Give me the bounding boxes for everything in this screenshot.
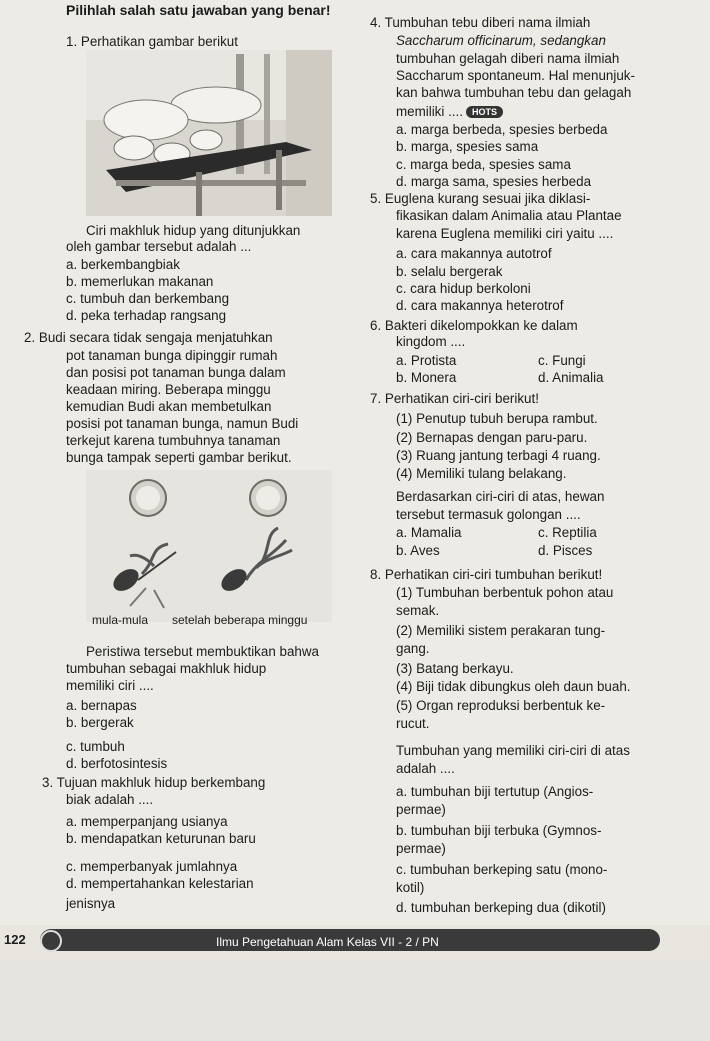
- q1-stem-line1: Ciri makhluk hidup yang ditunjukkan: [86, 223, 301, 238]
- q6-option-d[interactable]: d. Animalia: [538, 370, 604, 385]
- q2-stem-line1: Peristiwa tersebut membuktikan bahwa: [86, 644, 319, 659]
- q2-stem-line2: tumbuhan sebagai makhluk hidup: [66, 661, 267, 676]
- q1-option-b[interactable]: b. memerlukan makanan: [66, 274, 214, 289]
- q4-line2: Saccharum officinarum, sedangkan: [396, 33, 606, 48]
- q7-stem-line1: Berdasarkan ciri-ciri di atas, hewan: [396, 489, 605, 504]
- q2-line1: 2. Budi secara tidak sengaja menjatuhkan: [24, 330, 273, 345]
- q7-option-b[interactable]: b. Aves: [396, 543, 440, 558]
- q8-option-c[interactable]: c. tumbuhan berkeping satu (mono-: [396, 862, 608, 877]
- caption-after: setelah beberapa minggu: [172, 613, 308, 627]
- instruction-heading: Pilihlah salah satu jawaban yang benar!: [66, 2, 331, 18]
- q5-line2: fikasikan dalam Animalia atau Plantae: [396, 208, 622, 223]
- q8-item-3: (3) Batang berkayu.: [396, 661, 514, 676]
- q1-option-c[interactable]: c. tumbuh dan berkembang: [66, 291, 230, 306]
- q8-item-1: (1) Tumbuhan berbentuk pohon atau: [396, 585, 614, 600]
- q4-line4: Saccharum spontaneum. Hal menunjuk-: [396, 68, 635, 83]
- q3-line2: biak adalah ....: [66, 792, 154, 807]
- hots-badge: HOTS: [466, 106, 503, 118]
- page-number: 122: [4, 932, 26, 947]
- q7-stem-line2: tersebut termasuk golongan ....: [396, 507, 581, 522]
- q2-line4: keadaan miring. Beberapa minggu: [66, 382, 271, 397]
- q6-option-c[interactable]: c. Fungi: [538, 353, 586, 368]
- q5-option-a[interactable]: a. cara makannya autotrof: [396, 246, 552, 261]
- q2-line5: kemudian Budi akan membetulkan: [66, 399, 272, 414]
- q2-option-b[interactable]: b. bergerak: [66, 715, 134, 730]
- q7-item-1: (1) Penutup tubuh berupa rambut.: [396, 411, 598, 426]
- q8-item-2: (2) Memiliki sistem perakaran tung-: [396, 623, 606, 638]
- q4-line1: 4. Tumbuhan tebu diberi nama ilmiah: [370, 15, 591, 30]
- q3-option-d-cont: jenisnya: [66, 896, 116, 911]
- q4-line3: tumbuhan gelagah diberi nama ilmiah: [396, 51, 620, 66]
- tilted-pot-plants-illustration: [86, 470, 332, 622]
- q2-option-c[interactable]: c. tumbuh: [66, 739, 125, 754]
- q2-line2: pot tanaman bunga dipinggir rumah: [66, 348, 278, 363]
- q8-option-b[interactable]: b. tumbuhan biji terbuka (Gymnos-: [396, 823, 602, 838]
- q2-line3: dan posisi pot tanaman bunga dalam: [66, 365, 286, 380]
- q2-option-a[interactable]: a. bernapas: [66, 698, 137, 713]
- q8-option-d[interactable]: d. tumbuhan berkeping dua (dikotil): [396, 900, 606, 915]
- q4-option-b[interactable]: b. marga, spesies sama: [396, 139, 539, 154]
- q2-line7: terkejut karena tumbuhnya tanaman: [66, 433, 281, 448]
- q3-option-a[interactable]: a. memperpanjang usianya: [66, 814, 228, 829]
- q4-line5: kan bahwa tumbuhan tebu dan gelagah: [396, 85, 632, 100]
- q8-stem-line2: adalah ....: [396, 761, 455, 776]
- q8-item-5-cont: rucut.: [396, 716, 430, 731]
- q4-line6: memiliki .... HOTS: [396, 103, 503, 120]
- q8-option-c-cont: kotil): [396, 880, 425, 895]
- q4-option-a[interactable]: a. marga berbeda, spesies berbeda: [396, 122, 608, 137]
- q8-option-b-cont: permae): [396, 841, 446, 856]
- q5-line3: karena Euglena memiliki ciri yaitu ....: [396, 226, 614, 241]
- q8-item-4: (4) Biji tidak dibungkus oleh daun buah.: [396, 679, 631, 694]
- q5-line1: 5. Euglena kurang sesuai jika diklasi-: [370, 191, 591, 206]
- q8-option-a[interactable]: a. tumbuhan biji tertutup (Angios-: [396, 784, 594, 799]
- q1-option-a[interactable]: a. berkembangbiak: [66, 257, 180, 272]
- q7-option-d[interactable]: d. Pisces: [538, 543, 593, 558]
- q8-item-2-cont: gang.: [396, 641, 430, 656]
- q6-option-a[interactable]: a. Protista: [396, 353, 457, 368]
- q7-item-4: (4) Memiliki tulang belakang.: [396, 466, 567, 481]
- q7-option-a[interactable]: a. Mamalia: [396, 525, 462, 540]
- q4-option-d[interactable]: d. marga sama, spesies herbeda: [396, 174, 592, 189]
- q1-option-d[interactable]: d. peka terhadap rangsang: [66, 308, 227, 323]
- q5-option-d[interactable]: d. cara makannya heterotrof: [396, 298, 564, 313]
- q8-stem-line1: Tumbuhan yang memiliki ciri-ciri di atas: [396, 743, 630, 758]
- q1-stem-line2: oleh gambar tersebut adalah ...: [66, 239, 252, 254]
- q3-option-d[interactable]: d. mempertahankan kelestarian: [66, 876, 254, 891]
- q3-line1: 3. Tujuan makhluk hidup berkembang: [42, 775, 266, 790]
- q2-line8: bunga tampak seperti gambar berikut.: [66, 450, 292, 465]
- q6-option-b[interactable]: b. Monera: [396, 370, 457, 385]
- q5-option-b[interactable]: b. selalu bergerak: [396, 264, 503, 279]
- q6-line2: kingdom ....: [396, 334, 466, 349]
- q7-option-c[interactable]: c. Reptilia: [538, 525, 597, 540]
- cows-feeding-illustration: [86, 50, 332, 216]
- q1-prompt: 1. Perhatikan gambar berikut: [66, 34, 238, 49]
- q2-stem-line3: memiliki ciri ....: [66, 678, 154, 693]
- circle-icon: [40, 930, 62, 952]
- q3-option-b[interactable]: b. mendapatkan keturunan baru: [66, 831, 256, 846]
- q8-option-a-cont: permae): [396, 802, 446, 817]
- book-title: Ilmu Pengetahuan Alam Kelas VII - 2 / PN: [216, 935, 439, 949]
- q7-item-3: (3) Ruang jantung terbagi 4 ruang.: [396, 448, 601, 463]
- q8-line1: 8. Perhatikan ciri-ciri tumbuhan berikut!: [370, 567, 603, 582]
- blank-area: [0, 960, 710, 1041]
- q4-option-c[interactable]: c. marga beda, spesies sama: [396, 157, 571, 172]
- q8-item-5: (5) Organ reproduksi berbentuk ke-: [396, 698, 606, 713]
- q8-item-1-cont: semak.: [396, 603, 440, 618]
- q6-line1: 6. Bakteri dikelompokkan ke dalam: [370, 318, 578, 333]
- q5-option-c[interactable]: c. cara hidup berkoloni: [396, 281, 531, 296]
- q3-option-c[interactable]: c. memperbanyak jumlahnya: [66, 859, 238, 874]
- caption-before: mula-mula: [92, 613, 149, 627]
- q2-line6: posisi pot tanaman bunga, namun Budi: [66, 416, 299, 431]
- q7-line1: 7. Perhatikan ciri-ciri berikut!: [370, 391, 539, 406]
- q7-item-2: (2) Bernapas dengan paru-paru.: [396, 430, 588, 445]
- q2-option-d[interactable]: d. berfotosintesis: [66, 756, 168, 771]
